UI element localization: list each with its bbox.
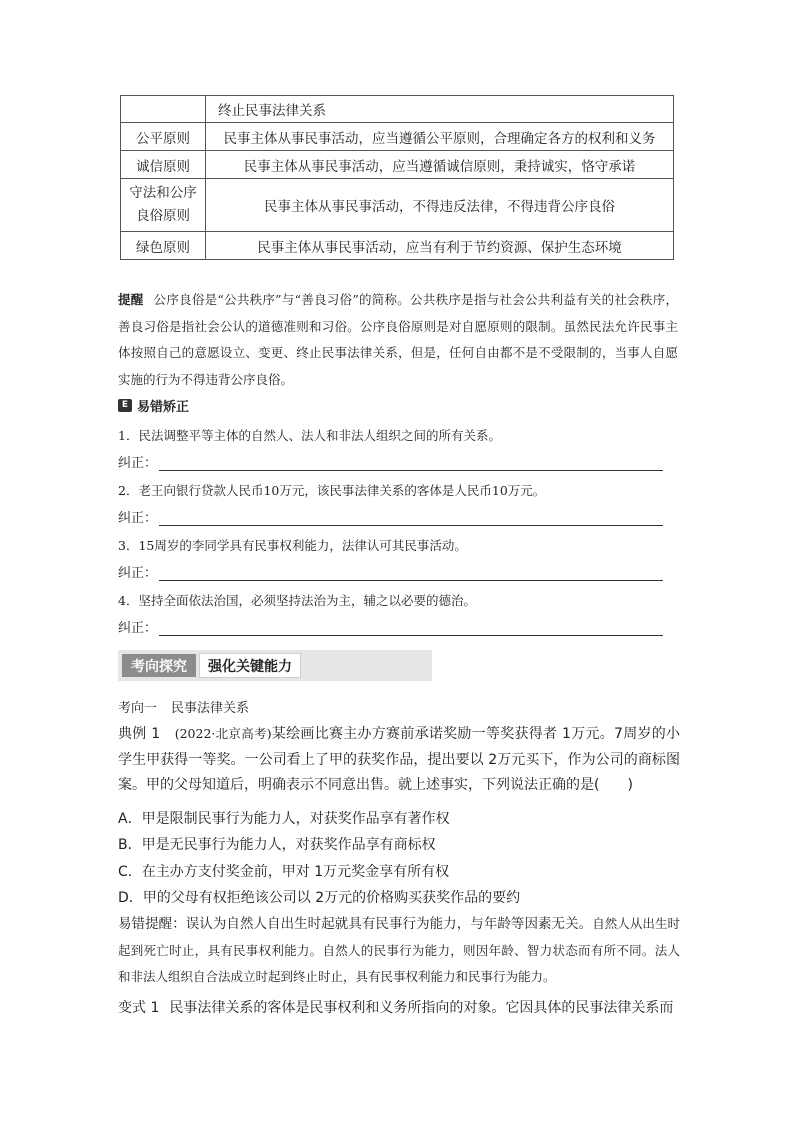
easy-tip-label: 易错提醒： [118,916,186,932]
section-banner [118,650,432,681]
option-d: D．甲的父母有权拒绝该公司以 2万元的价格购买获奖作品的要约 [118,890,521,906]
correction-answer-row [118,452,663,471]
direction-label: 考向一 [118,701,158,716]
principle-desc: 民事主体从事民事活动，应当有利于节约资源、保护生态环境 [206,232,674,260]
banner-tag-explore: 考向探究 [122,654,196,677]
answer-blank-line[interactable] [159,621,663,636]
answer-blank-line[interactable] [159,456,663,471]
correction-answer-row [118,507,663,526]
principle-name-line2: 良俗原则 [136,208,190,224]
correction-item: 4．坚持全面依法治国，必须坚持法治为主，辅之以必要的德治。 [118,593,476,608]
principle-name [121,179,206,232]
principle-name: 公平原则 [121,123,206,151]
variant-question [118,997,680,1017]
principle-desc: 民事主体从事民事活动，应当遵循公平原则，合理确定各方的权利和义务 [206,123,674,151]
variant-text: 民事法律关系的客体是民事权利和义务所指向的对象。它因具体的民事法律关系而 [169,1000,674,1016]
variant-label: 变式 1 [118,1000,160,1016]
correction-answer-row [118,562,663,581]
table-row [121,123,674,151]
principle-name: 诚信原则 [121,151,206,179]
banner-tag-ability: 强化关键能力 [199,653,301,678]
fix-label: 纠正： [118,511,158,526]
e-badge-icon: E [118,399,132,412]
correction-heading [118,396,189,414]
reminder-text: 公序良俗是“公共秩序”与“善良习俗”的简称。公共秩序是指与社会公共利益有关的社会秩序，善良习俗是指社会公认的道德准则和习俗。公序良俗原则是对自愿原则的限制。虽然民法允许民事主体按照自己的意愿设立、变更、终止民事法律关系，但是，任何自由都不是不受限制的，当事人自愿实施的行为不得违背公序良俗。 [118,292,678,387]
correction-answer-row [118,617,663,636]
reminder-note [118,287,678,393]
table-row [121,232,674,260]
correction-item: 3．15周岁的李同学具有民事权利能力，法律认可其民事活动。 [118,538,467,553]
principle-name-line1: 守法和公序 [129,185,197,201]
principle-desc: 民事主体从事民事活动，应当遵循诚信原则，秉持诚实，恪守承诺 [206,151,674,179]
principle-desc: 终止民事法律关系 [206,96,674,123]
fix-label: 纠正： [118,456,158,471]
example-text: 某绘画比赛主办方赛前承诺奖励一等奖获得者 1万元。7周岁的小学生甲获得一等奖。一公司看上了甲的获奖作品，提出要以 2万元买下，作为公司的商标图案。甲的父母知道后，明确表示不同意出售。就上述事实，下列说法正确的是( ) [118,726,681,793]
correction-heading-label: 易错矫正 [137,399,190,415]
table-row [121,96,674,123]
option-c: C．在主办方支付奖金前，甲对 1万元奖金享有所有权 [118,864,450,880]
easy-mistake-tip [118,911,680,991]
correction-item: 2．老王向银行贷款人民币10万元，该民事法律关系的客体是人民币10万元。 [118,483,546,498]
table-row [121,179,674,232]
principle-name [121,96,206,123]
principle-name: 绿色原则 [121,232,206,260]
principles-table [120,95,674,260]
answer-blank-line[interactable] [159,511,663,526]
fix-label: 纠正： [118,566,158,581]
option-b: B．甲是无民事行为能力人，对获奖作品享有商标权 [118,837,436,853]
example-question [118,721,680,799]
option-a: A．甲是限制民事行为能力人，对获奖作品享有著作权 [118,811,450,827]
reminder-label: 提醒 [118,292,144,307]
example-label: 典例 1 [118,726,161,742]
direction-title: 民事法律关系 [171,701,250,716]
easy-tip-text: 自然人从出生时起到死亡时止，具有民事权利能力。自然人的民事行为能力，则因年龄、智力状态而有所不同。法人和非法人组织自合法成立时起到终止时止，具有民事权利能力和民事行为能力。 [118,916,680,984]
easy-tip-lead: 误认为自然人自出生时起就具有民事行为能力，与年龄等因素无关。 [185,916,593,932]
correction-item: 1．民法调整平等主体的自然人、法人和非法人组织之间的所有关系。 [118,428,501,443]
direction-heading [118,697,249,716]
principle-desc: 民事主体从事民事活动，不得违反法律，不得违背公序良俗 [206,179,674,232]
table-row [121,151,674,179]
example-source: (2022·北京高考) [174,726,272,741]
fix-label: 纠正： [118,621,158,636]
answer-blank-line[interactable] [159,566,663,581]
